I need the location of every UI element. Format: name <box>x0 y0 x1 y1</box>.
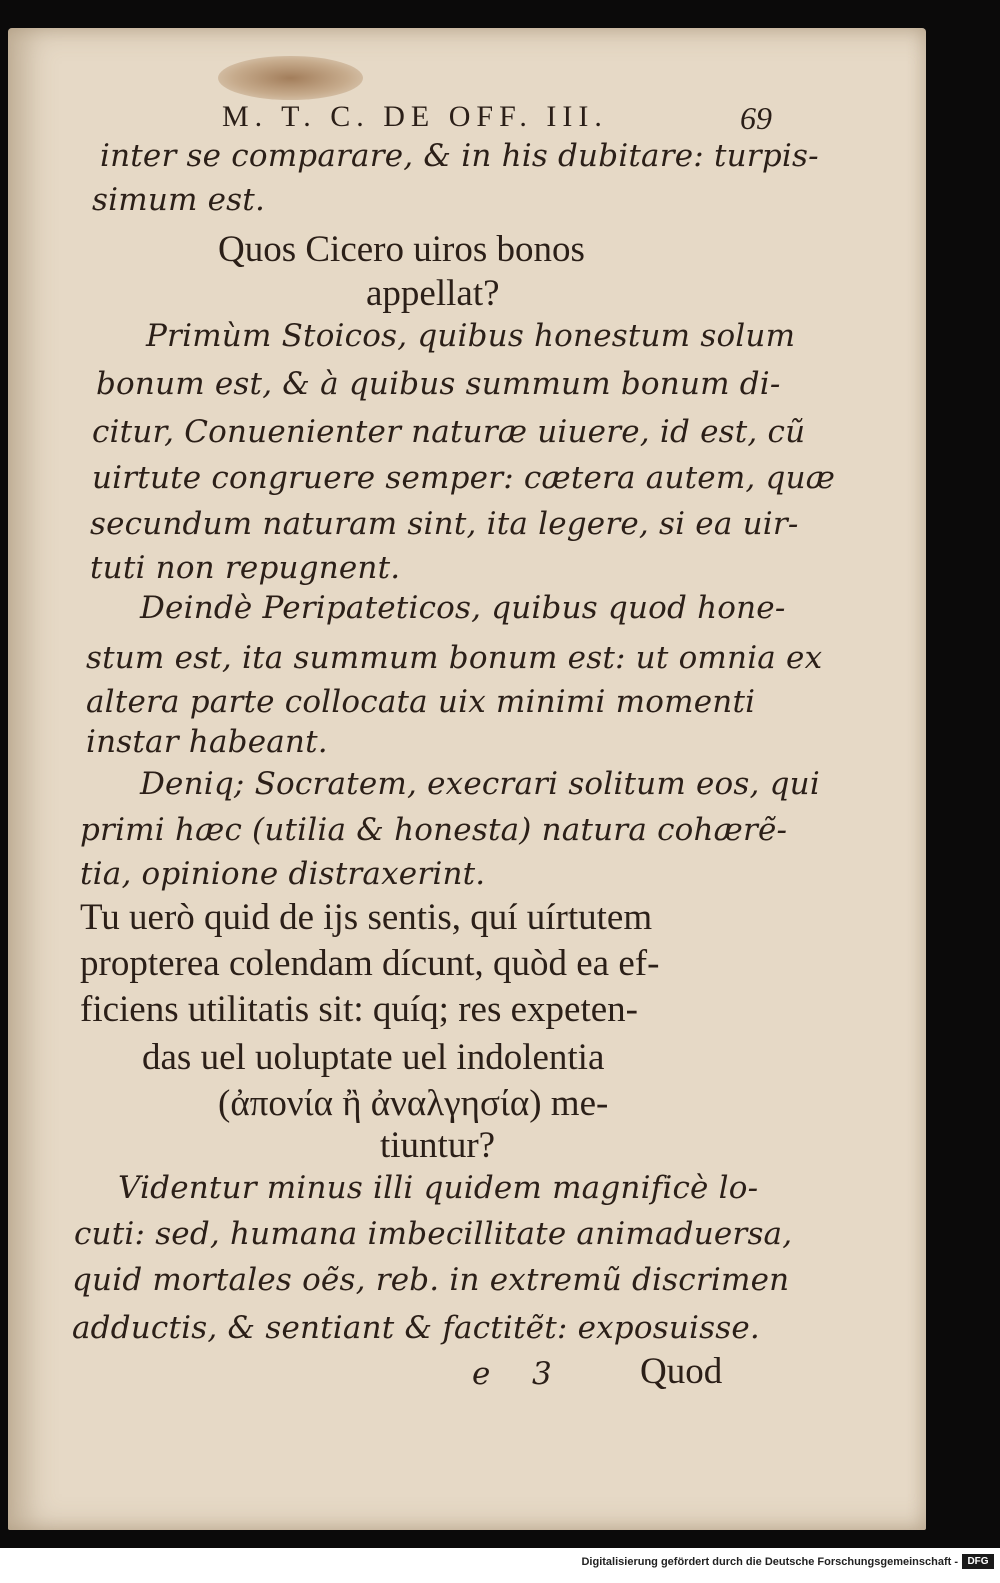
catchword: Quod <box>640 1351 723 1392</box>
text-line-2: simum est. <box>92 182 265 218</box>
text-line-8: uirtute congruere semper: cætera autem, quæ <box>92 460 836 496</box>
text-line-1: inter se comparare, & in his dubitare: turpis- <box>100 138 819 174</box>
page-number: 69 <box>740 100 772 136</box>
text-line-14: instar habeant. <box>86 724 328 760</box>
paper-stain <box>218 56 363 100</box>
running-title: M. T. C. DE OFF. III. <box>222 100 608 133</box>
text-line-27: adductis, & sentiant & factitẽt: exposuisse. <box>72 1310 760 1346</box>
text-line-3: Quos Cicero uiros bonos <box>218 229 585 270</box>
text-line-20: ficiens utilitatis sit: quíq; res expeten- <box>80 989 638 1030</box>
signature-number: 3 <box>532 1356 552 1392</box>
dfg-logo: DFG <box>962 1554 994 1569</box>
text-line-17: tia, opinione distraxerint. <box>80 856 486 892</box>
text-line-24: Videntur minus illi quidem magnificè lo- <box>118 1170 759 1206</box>
text-line-26: quid mortales oẽs, reb. in extremũ discrimen <box>72 1262 790 1298</box>
text-line-21: das uel uoluptate uel indolentia <box>142 1037 605 1078</box>
text-line-10: tuti non repugnent. <box>90 550 401 586</box>
text-line-6: bonum est, & à quibus summum bonum di- <box>96 366 781 402</box>
text-line-11: Deindè Peripateticos, quibus quod hone- <box>140 590 786 626</box>
signature-mark: e <box>472 1356 491 1392</box>
text-line-22: (ἀπονία ἢ ἀναλγησία) me- <box>218 1083 609 1124</box>
text-line-19: propterea colendam dícunt, quòd ea ef- <box>80 943 660 984</box>
text-line-12: stum est, ita summum bonum est: ut omnia ex <box>86 640 823 676</box>
text-line-9: secundum naturam sint, ita legere, si ea uir- <box>90 506 799 542</box>
text-line-18: Tu uerò quid de ijs sentis, quí uírtutem <box>80 897 653 938</box>
text-line-16: primi hæc (utilia & honesta) natura cohærẽ- <box>80 812 788 848</box>
text-line-4: appellat? <box>366 273 500 314</box>
text-line-15: Deniq; Socratem, execrari solitum eos, qui <box>140 766 820 802</box>
text-line-23: tiuntur? <box>380 1125 496 1166</box>
funding-credit: Digitalisierung gefördert durch die Deutsche Forschungsgemeinschaft - <box>581 1556 958 1568</box>
text-line-25: cuti: sed, humana imbecillitate animaduersa, <box>74 1216 793 1252</box>
text-line-5: Primùm Stoicos, quibus honestum solum <box>146 318 796 354</box>
text-line-13: altera parte collocata uix minimi momenti <box>86 684 756 720</box>
text-line-7: citur, Conuenienter naturæ uiuere, id est, cũ <box>92 414 806 450</box>
